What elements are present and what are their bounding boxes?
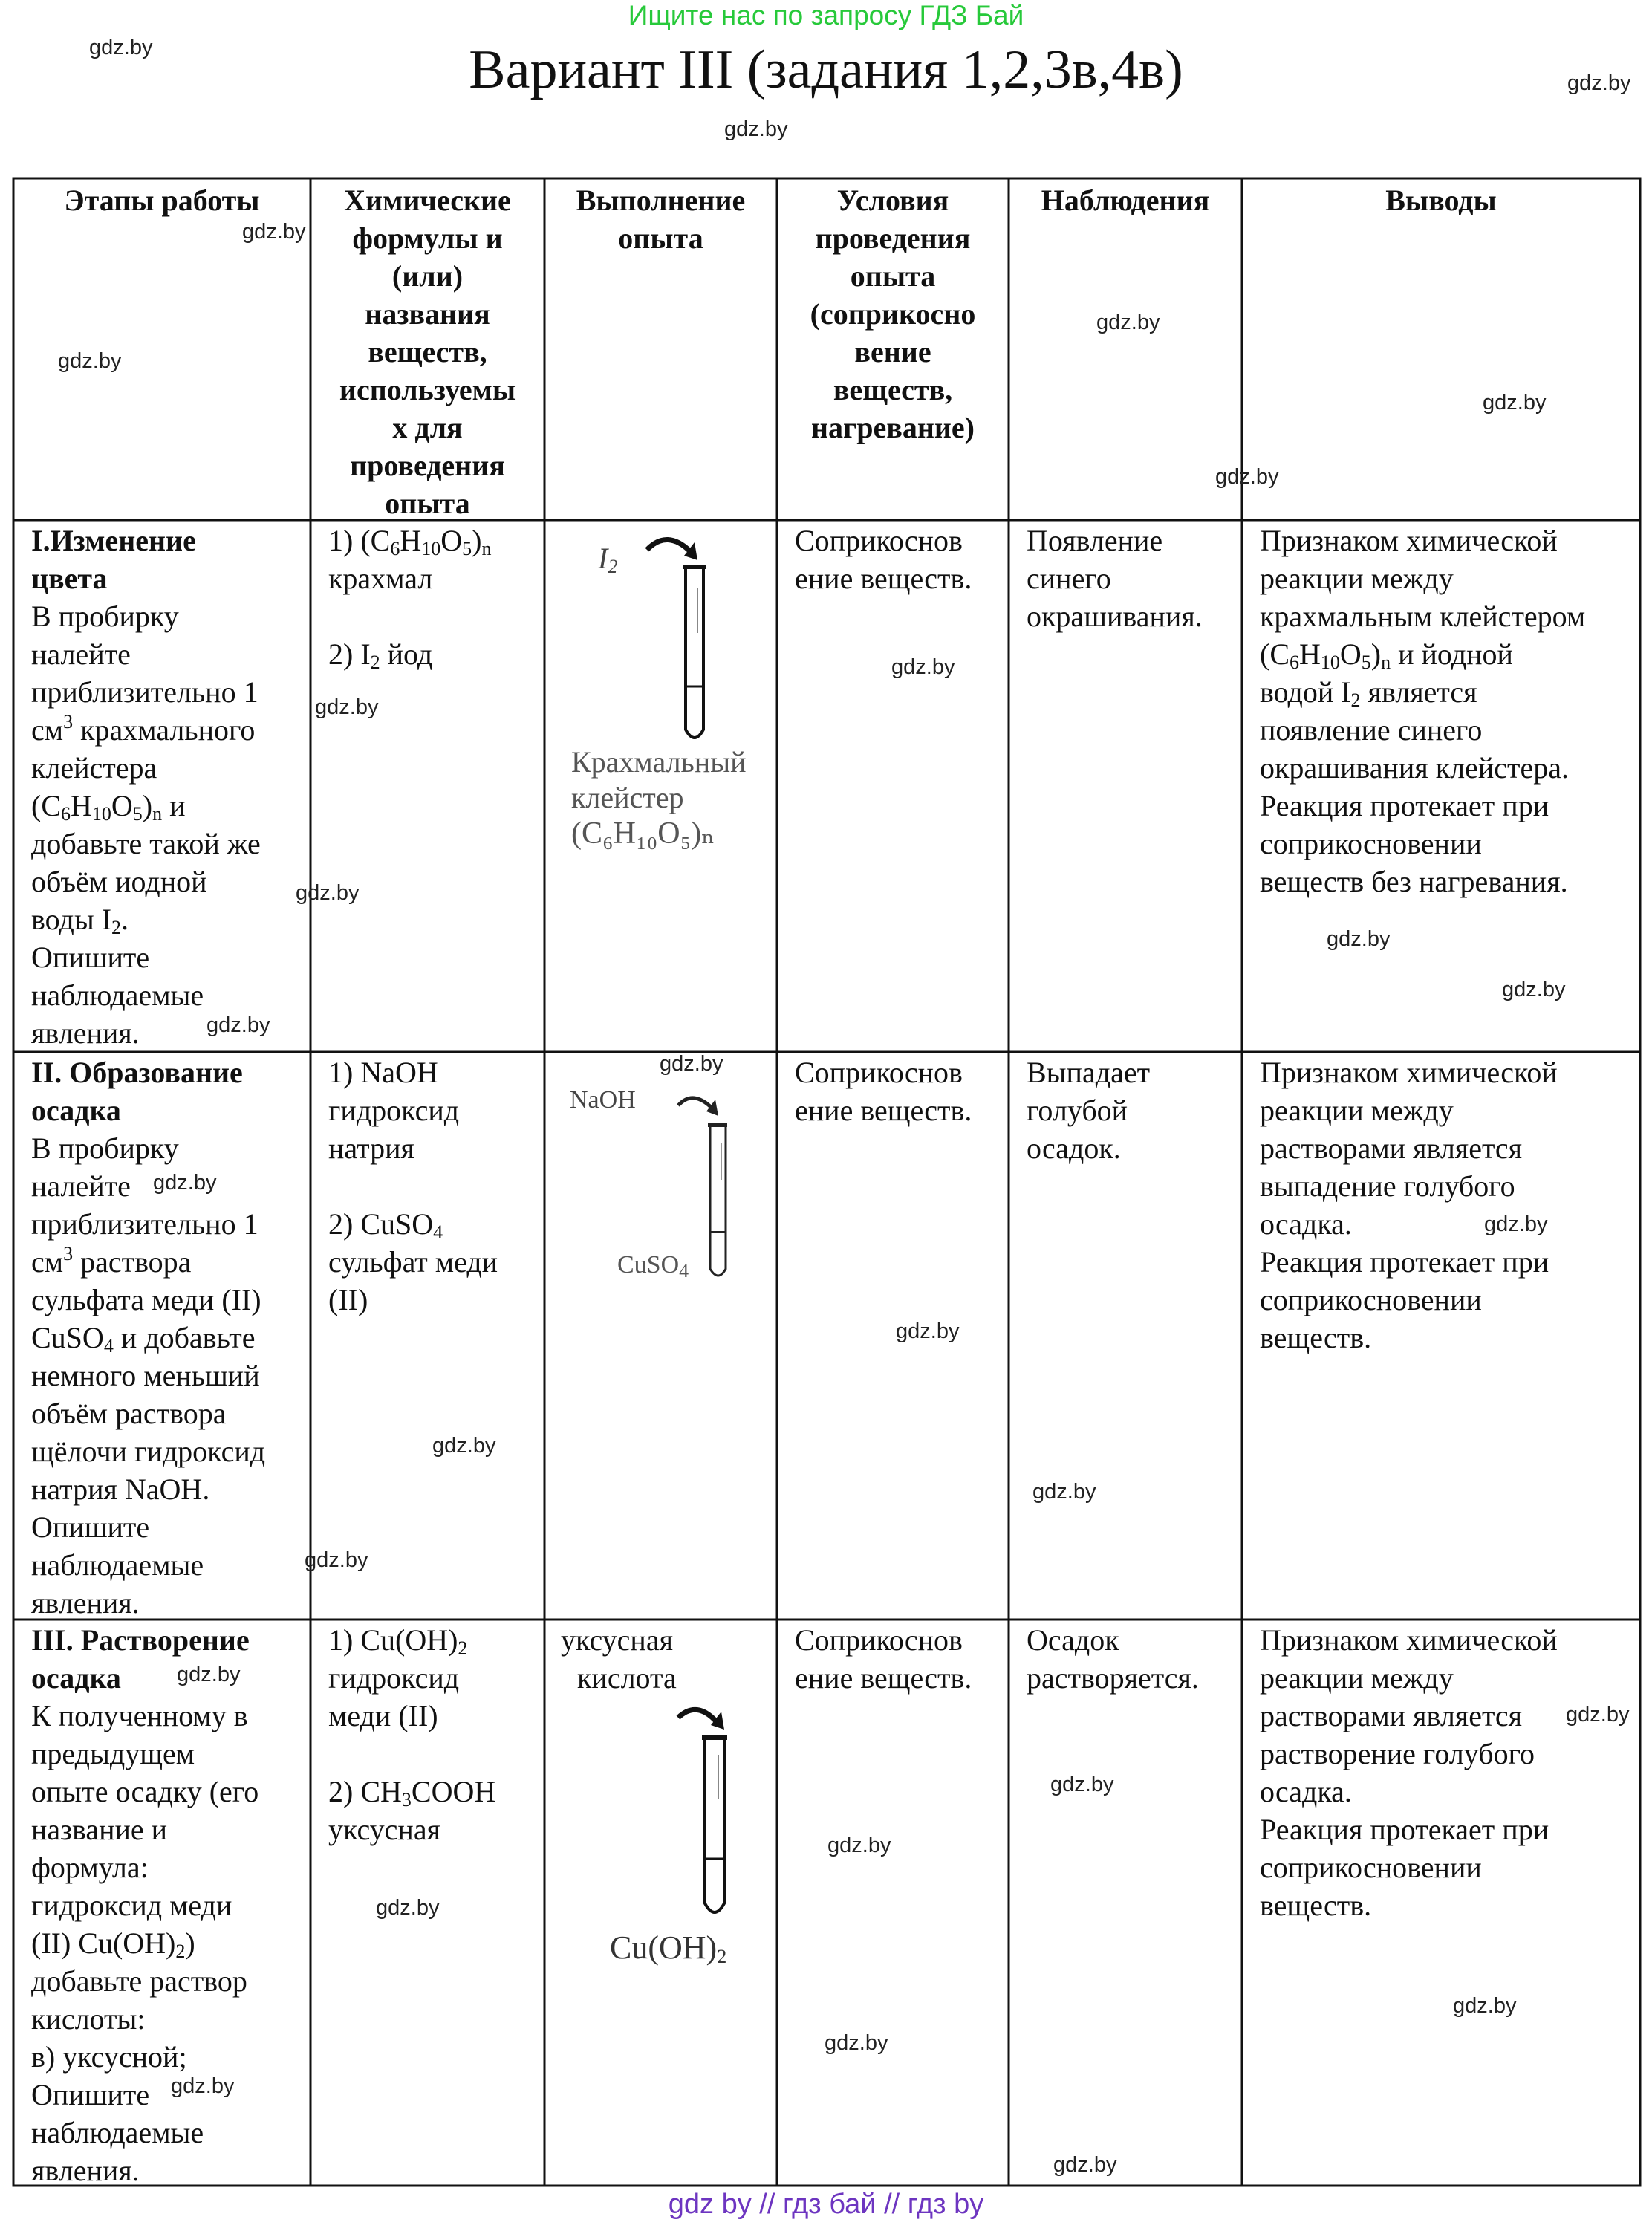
watermark: gdz.by bbox=[660, 1052, 723, 1076]
formula-part: (II) Cu(OH) bbox=[31, 1926, 176, 1960]
row2-stage-line: натрия NaOH. bbox=[31, 1472, 210, 1506]
row2-test-tube-illustration bbox=[544, 1053, 777, 1618]
row3-conclusion-line: осадка. bbox=[1260, 1775, 1352, 1808]
row3-stage-cuoh bbox=[31, 1924, 306, 1962]
row2-bottom-label bbox=[617, 1251, 689, 1282]
row1-conditions-line: Соприкоснов bbox=[795, 524, 963, 557]
formula-sub: 5 bbox=[462, 538, 472, 559]
watermark: gdz.by bbox=[1484, 1212, 1548, 1236]
header-conditions-line: проведения bbox=[815, 221, 971, 255]
row1-stage-line: В пробирку bbox=[31, 600, 179, 633]
row1-conclusion-line: веществ без нагревания. bbox=[1260, 865, 1568, 898]
row3-stage-line: гидроксид меди bbox=[31, 1889, 232, 1922]
row2-formula-1-name: гидроксид bbox=[328, 1094, 460, 1127]
row3-stage-line: формула: bbox=[31, 1851, 149, 1884]
row2-stage-line: приблизительно 1 bbox=[31, 1207, 258, 1241]
reagent-sub: 2 bbox=[717, 1946, 727, 1967]
watermark: gdz.by bbox=[1483, 391, 1547, 415]
row1-conditions-line: ение веществ. bbox=[795, 562, 972, 595]
row2-observations bbox=[1027, 1053, 1242, 1167]
formula-part: 2) CuSO bbox=[328, 1207, 434, 1241]
row3-conclusion-line: реакции между bbox=[1260, 1661, 1454, 1695]
watermark: gdz.by bbox=[432, 1434, 496, 1458]
reagent-text: CuSO bbox=[617, 1251, 680, 1279]
row2-conclusion-line: Реакция протекает при bbox=[1260, 1245, 1549, 1279]
watermark: gdz.by bbox=[724, 117, 788, 141]
row2-formula-1-name: натрия bbox=[328, 1131, 414, 1165]
header-conclusions-text: Выводы bbox=[1385, 184, 1497, 217]
row3-conclusion-line: растворами является bbox=[1260, 1699, 1523, 1732]
row1-conclusion-formula bbox=[1260, 635, 1639, 673]
reagent-text: I bbox=[598, 542, 608, 575]
row3-formula-2 bbox=[328, 1773, 541, 1811]
row3-formula-2-name: уксусная bbox=[328, 1813, 440, 1846]
row2-observations-line: голубой bbox=[1027, 1094, 1128, 1127]
watermark: gdz.by bbox=[891, 655, 955, 679]
formula-sub: 4 bbox=[103, 1335, 114, 1357]
watermark: gdz.by bbox=[171, 2074, 235, 2098]
row2-stage-cm-sup: 3 bbox=[63, 1243, 74, 1264]
row1-stage-formula bbox=[31, 787, 306, 825]
formula-part: ) bbox=[142, 789, 153, 822]
row1-formula-2 bbox=[328, 635, 541, 673]
formula-part: воды I bbox=[31, 903, 112, 936]
watermark: gdz.by bbox=[58, 349, 122, 373]
formula-sub: 10 bbox=[91, 803, 111, 825]
row2-formula-2 bbox=[328, 1205, 541, 1243]
row3-observations bbox=[1027, 1621, 1242, 1697]
row1-stage-line: налейте bbox=[31, 637, 131, 671]
row3-bottom-label bbox=[610, 1929, 726, 1967]
formula-part: и йодной bbox=[1391, 637, 1513, 671]
row2-reagent-label: NaOH bbox=[570, 1086, 636, 1114]
row3-stage-line: название и bbox=[31, 1813, 168, 1846]
formula-part: O bbox=[1339, 637, 1362, 671]
row1-conclusion-line: реакции между bbox=[1260, 562, 1454, 595]
row2-stage bbox=[31, 1053, 306, 1622]
row1-test-tube-illustration bbox=[544, 522, 777, 1052]
spacer bbox=[328, 1735, 541, 1773]
watermark: gdz.by bbox=[1566, 1703, 1630, 1727]
header-formulas-line: проведения bbox=[350, 449, 505, 482]
row2-stage-line: наблюдаемые bbox=[31, 1548, 204, 1582]
header-execution-line: опыта bbox=[618, 221, 703, 255]
watermark: gdz.by bbox=[296, 881, 360, 905]
formula-part: (C bbox=[1260, 637, 1290, 671]
header-conditions bbox=[777, 181, 1009, 446]
header-stages-text: Этапы работы bbox=[64, 184, 260, 217]
watermark: gdz.by bbox=[242, 220, 306, 244]
formula-sub: 2 bbox=[175, 1941, 186, 1962]
row1-formula-1-name: крахмал bbox=[328, 562, 433, 595]
reagent-text: Cu(OH) bbox=[610, 1929, 718, 1966]
row1-stage-cm: см bbox=[31, 713, 64, 747]
row3-stage-title: осадка bbox=[31, 1661, 121, 1695]
row2-formula-2-name: (II) bbox=[328, 1283, 368, 1316]
formula-part: 2) CH bbox=[328, 1775, 402, 1808]
formula-sub: n bbox=[481, 538, 492, 559]
watermark: gdz.by bbox=[1096, 311, 1160, 334]
row2-stage-line: налейте bbox=[31, 1169, 131, 1203]
row2-formula-1: 1) NaOH bbox=[328, 1056, 438, 1089]
formula-part: ) bbox=[1370, 637, 1382, 671]
watermark: gdz.by bbox=[315, 695, 379, 719]
test-tube-icon bbox=[544, 1621, 777, 1933]
formula-sub: 3 bbox=[401, 1789, 412, 1811]
formula-sub: 6 bbox=[1290, 652, 1299, 673]
watermark: gdz.by bbox=[896, 1319, 960, 1343]
row3-test-tube-illustration bbox=[544, 1621, 777, 2186]
reagent-line: кислота bbox=[577, 1661, 677, 1695]
formula-part: 1) Cu(OH) bbox=[328, 1623, 458, 1657]
row1-stage-line: наблюдаемые bbox=[31, 978, 204, 1012]
row3-formula-1-name: гидроксид bbox=[328, 1661, 460, 1695]
row3-stage-line: Опишите bbox=[31, 2078, 150, 2111]
watermark: gdz.by bbox=[1053, 2153, 1117, 2177]
row1-conclusion-line: Признаком химической bbox=[1260, 524, 1558, 557]
row3-stage-line: кислоты: bbox=[31, 2002, 146, 2036]
row2-conditions bbox=[795, 1053, 1009, 1129]
row2-conclusion-line: реакции между bbox=[1260, 1094, 1454, 1127]
row1-stage-line: объём иодной bbox=[31, 865, 207, 898]
formula-sub: 2 bbox=[370, 652, 380, 673]
row3-conclusion-line: Признаком химической bbox=[1260, 1623, 1558, 1657]
row3-stage-line: опыте осадку (его bbox=[31, 1775, 259, 1808]
row2-observations-line: Выпадает bbox=[1027, 1056, 1151, 1089]
row3-conditions bbox=[795, 1621, 1009, 1697]
formula-part: H bbox=[1299, 637, 1321, 671]
header-conditions-line: (соприкосно bbox=[810, 297, 976, 331]
formula-sub: 5 bbox=[132, 803, 143, 825]
row2-stage-line: явления. bbox=[31, 1586, 140, 1620]
footer: gdz by // гдз бай // гдз by bbox=[668, 2189, 984, 2220]
watermark: gdz.by bbox=[153, 1171, 217, 1195]
formula-part: 1) (C bbox=[328, 524, 391, 557]
row2-conclusion-line: веществ. bbox=[1260, 1321, 1372, 1354]
header-formulas-line: названия bbox=[365, 297, 490, 331]
formula-part: 2) I bbox=[328, 637, 371, 671]
formula-part: O bbox=[111, 789, 133, 822]
row1-stage-line: добавьте такой же bbox=[31, 827, 261, 860]
header-observations-text: Наблюдения bbox=[1041, 184, 1210, 217]
header-formulas-line: опыта bbox=[385, 487, 470, 520]
caption-line: Крахмальный bbox=[571, 745, 747, 779]
row1-stage-cm-line bbox=[31, 711, 306, 749]
row1-stage-cm-rest: крахмального bbox=[73, 713, 256, 747]
header-observations bbox=[1009, 181, 1242, 219]
row3-conditions-line: ение веществ. bbox=[795, 1661, 972, 1695]
formula-sub: n bbox=[152, 803, 163, 825]
header-formulas-line: х для bbox=[392, 411, 463, 444]
row2-conclusion-line: выпадение голубого bbox=[1260, 1169, 1515, 1203]
row1-stage bbox=[31, 522, 306, 1052]
row1-conclusion-line: появление синего bbox=[1260, 713, 1483, 747]
formula-part: O bbox=[440, 524, 463, 557]
row2-stage-cm-rest: раствора bbox=[73, 1245, 192, 1279]
row2-stage-line: щёлочи гидроксид bbox=[31, 1435, 266, 1468]
reagent-sub: 2 bbox=[608, 556, 618, 577]
row2-formulas bbox=[328, 1053, 541, 1319]
row3-formula-1-name: меди (II) bbox=[328, 1699, 438, 1732]
row3-stage-line: предыдущем bbox=[31, 1737, 195, 1770]
row1-conclusion bbox=[1260, 522, 1639, 900]
formula-sub: 6 bbox=[61, 803, 71, 825]
row2-stage-cm: см bbox=[31, 1245, 64, 1279]
row1-observations-line: синего bbox=[1027, 562, 1111, 595]
row2-conditions-line: Соприкоснов bbox=[795, 1056, 963, 1089]
header-conditions-line: опыта bbox=[850, 259, 936, 293]
row2-stage-title: II. Образование bbox=[31, 1056, 243, 1089]
row2-stage-cuso bbox=[31, 1319, 306, 1357]
watermark: gdz.by bbox=[825, 2031, 888, 2055]
row1-observations-line: окрашивания. bbox=[1027, 600, 1203, 633]
row3-stage-line: К полученному в bbox=[31, 1699, 248, 1732]
watermark: gdz.by bbox=[827, 1834, 891, 1857]
watermark: gdz.by bbox=[1453, 1994, 1517, 2018]
test-tube-icon bbox=[544, 522, 777, 759]
watermark: gdz.by bbox=[1567, 71, 1631, 95]
row1-stage-iodine bbox=[31, 900, 306, 938]
header-formulas-line: веществ, bbox=[368, 335, 487, 368]
row3-conditions-line: Соприкоснов bbox=[795, 1623, 963, 1657]
row2-conditions-line: ение веществ. bbox=[795, 1094, 972, 1127]
watermark: gdz.by bbox=[89, 36, 153, 59]
reagent-line: уксусная bbox=[561, 1623, 673, 1657]
row2-stage-title: осадка bbox=[31, 1094, 121, 1127]
row3-conclusion-line: веществ. bbox=[1260, 1889, 1372, 1922]
formula-sub: 6 bbox=[390, 538, 400, 559]
watermark: gdz.by bbox=[1215, 465, 1279, 489]
row2-stage-line: немного меньший bbox=[31, 1359, 260, 1392]
formula-sub: 4 bbox=[433, 1221, 443, 1243]
row1-conclusion-line: Реакция протекает при bbox=[1260, 789, 1549, 822]
watermark: gdz.by bbox=[1032, 1480, 1096, 1504]
header-conditions-line: вение bbox=[854, 335, 931, 368]
row2-conclusion-line: растворами является bbox=[1260, 1131, 1523, 1165]
row2-stage-cm-line bbox=[31, 1243, 306, 1281]
row2-conclusion bbox=[1260, 1053, 1639, 1357]
header-conclusions bbox=[1242, 181, 1640, 219]
header-conditions-line: веществ, bbox=[833, 373, 953, 406]
row1-stage-title: цвета bbox=[31, 562, 108, 595]
formula-part: . bbox=[121, 903, 129, 936]
row3-conclusion bbox=[1260, 1621, 1639, 1924]
header-formulas-line: Химические bbox=[344, 184, 511, 217]
row1-conclusion-iodine bbox=[1260, 673, 1639, 711]
row1-formula-1 bbox=[328, 522, 541, 559]
formula-part: ) bbox=[185, 1926, 195, 1960]
formula-sub: 5 bbox=[1361, 652, 1371, 673]
header-conditions-line: Условия bbox=[836, 184, 949, 217]
header-formulas-line: (или) bbox=[391, 259, 464, 293]
header-formulas-line: используемы bbox=[339, 373, 516, 406]
row1-observations-line: Появление bbox=[1027, 524, 1163, 557]
row1-conclusion-line: окрашивания клейстера. bbox=[1260, 751, 1570, 785]
header-formulas-line: формулы и bbox=[352, 221, 503, 255]
watermark: gdz.by bbox=[177, 1663, 241, 1686]
formula-part: (C bbox=[31, 789, 61, 822]
row1-stage-cm-sup: 3 bbox=[63, 711, 74, 733]
row3-conclusion-line: соприкосновении bbox=[1260, 1851, 1482, 1884]
reagent-sub: 4 bbox=[679, 1260, 689, 1282]
formula-part: H bbox=[71, 789, 92, 822]
row2-stage-line: сульфата меди (II) bbox=[31, 1283, 261, 1316]
watermark: gdz.by bbox=[305, 1548, 368, 1572]
row2-stage-line: В пробирку bbox=[31, 1131, 179, 1165]
header-formulas bbox=[310, 181, 544, 522]
row1-stage-line: явления. bbox=[31, 1016, 140, 1050]
formula-sub: 2 bbox=[111, 917, 122, 938]
row1-stage-title: I.Изменение bbox=[31, 524, 196, 557]
formula-part: йод bbox=[380, 637, 433, 671]
formula-sub: n bbox=[1381, 652, 1391, 673]
row1-stage-line: приблизительно 1 bbox=[31, 675, 258, 709]
formula-part: COOH bbox=[411, 1775, 496, 1808]
row3-stage-line: в) уксусной; bbox=[31, 2040, 187, 2074]
formula-sub: 2 bbox=[1350, 689, 1361, 711]
watermark: gdz.by bbox=[206, 1013, 270, 1037]
row1-conclusion-line: крахмальным клейстером bbox=[1260, 600, 1586, 633]
row3-conclusion-line: Реакция протекает при bbox=[1260, 1813, 1549, 1846]
row2-stage-line: Опишите bbox=[31, 1510, 150, 1544]
row3-observations-line: растворяется. bbox=[1027, 1661, 1199, 1695]
caption-formula: (C₆H₁₀O₅)ₙ bbox=[571, 816, 715, 851]
row3-stage-title: III. Растворение bbox=[31, 1623, 250, 1657]
header-execution-line: Выполнение bbox=[576, 184, 746, 217]
row3-stage-line: явления. bbox=[31, 2154, 140, 2187]
row2-conclusion-line: осадка. bbox=[1260, 1207, 1352, 1241]
row3-formulas bbox=[328, 1621, 541, 1848]
row1-formulas bbox=[328, 522, 541, 673]
formula-part: H bbox=[400, 524, 422, 557]
row2-observations-line: осадок. bbox=[1027, 1131, 1121, 1165]
row1-caption bbox=[571, 744, 746, 851]
row3-stage-line: наблюдаемые bbox=[31, 2116, 204, 2149]
formula-part: и добавьте bbox=[113, 1321, 256, 1354]
watermark: gdz.by bbox=[1502, 978, 1566, 1001]
row2-conclusion-line: Признаком химической bbox=[1260, 1056, 1558, 1089]
watermark: gdz.by bbox=[376, 1896, 440, 1920]
page-title: Вариант III (задания 1,2,3в,4в) bbox=[469, 39, 1183, 100]
row3-stage bbox=[31, 1621, 306, 2189]
header-conditions-line: нагревание) bbox=[811, 411, 975, 444]
row3-stage-line: добавьте раствор bbox=[31, 1964, 247, 1998]
formula-part: является bbox=[1360, 675, 1477, 709]
watermark: gdz.by bbox=[1050, 1773, 1114, 1796]
row2-formula-2-name: сульфат меди bbox=[328, 1245, 498, 1279]
formula-sub: 10 bbox=[1320, 652, 1340, 673]
row3-observations-line: Осадок bbox=[1027, 1623, 1119, 1657]
formula-part: ) bbox=[472, 524, 482, 557]
row2-stage-line: объём раствора bbox=[31, 1397, 227, 1430]
caption-line: клейстер bbox=[571, 781, 684, 814]
spacer bbox=[328, 597, 541, 635]
spacer bbox=[328, 1167, 541, 1205]
header-stages bbox=[13, 181, 310, 219]
row1-conditions bbox=[795, 522, 1009, 597]
formula-part: водой I bbox=[1260, 675, 1351, 709]
formula-sub: 2 bbox=[458, 1637, 468, 1659]
row1-conclusion-line: соприкосновении bbox=[1260, 827, 1482, 860]
watermark: gdz.by bbox=[1327, 927, 1391, 951]
top-banner: Ищите нас по запросу ГДЗ Бай bbox=[628, 0, 1024, 30]
row1-stage-line: клейстера bbox=[31, 751, 157, 785]
formula-sub: 10 bbox=[421, 538, 441, 559]
formula-part: CuSO bbox=[31, 1321, 104, 1354]
row1-observations bbox=[1027, 522, 1242, 635]
row2-conclusion-line: соприкосновении bbox=[1260, 1283, 1482, 1316]
header-execution bbox=[544, 181, 777, 257]
row3-conclusion-line: растворение голубого bbox=[1260, 1737, 1535, 1770]
formula-part: и bbox=[162, 789, 186, 822]
row1-stage-line: Опишите bbox=[31, 941, 150, 974]
row3-formula-1 bbox=[328, 1621, 541, 1659]
